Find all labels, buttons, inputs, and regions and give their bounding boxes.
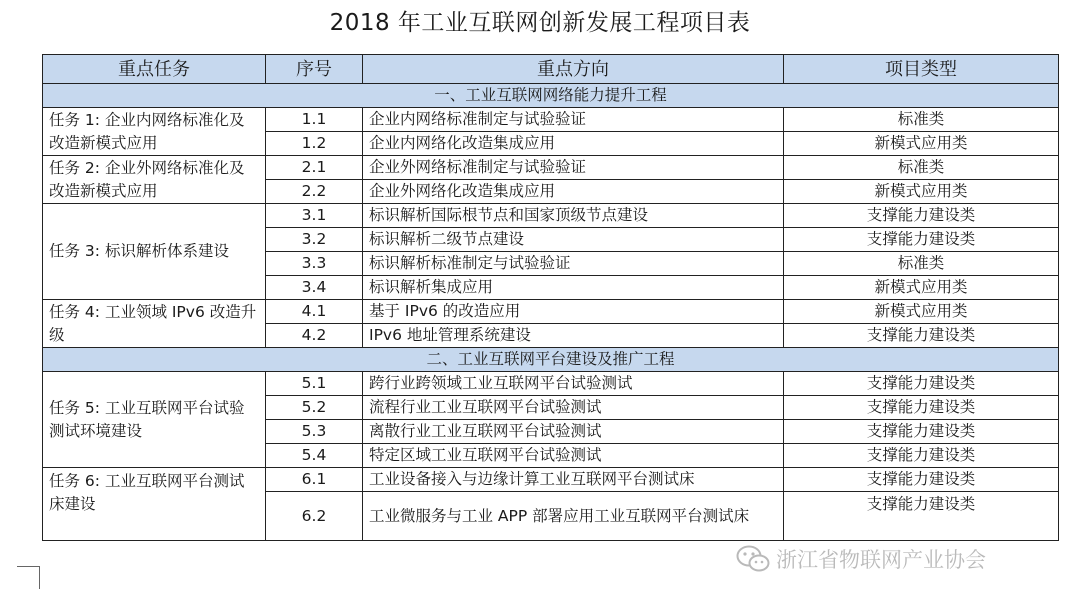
direction-cell: 工业设备接入与边缘计算工业互联网平台测试床	[363, 468, 784, 492]
direction-cell: 企业外网络标准制定与试验验证	[363, 156, 784, 180]
task-cell: 任务 4: 工业领域 IPv6 改造升级	[43, 300, 266, 348]
table-row	[43, 204, 1059, 228]
type-cell: 新模式应用类	[784, 300, 1059, 324]
serial-cell: 3.1	[266, 204, 363, 228]
type-cell: 支撑能力建设类	[784, 492, 1059, 541]
table-row	[43, 372, 1059, 396]
header-key-task: 重点任务	[43, 55, 266, 84]
type-cell: 新模式应用类	[784, 180, 1059, 204]
direction-cell: 企业内网络化改造集成应用	[363, 132, 784, 156]
header-project-type: 项目类型	[784, 55, 1059, 84]
type-cell: 标准类	[784, 156, 1059, 180]
direction-cell: 企业外网络化改造集成应用	[363, 180, 784, 204]
serial-cell: 5.1	[266, 372, 363, 396]
serial-cell: 2.2	[266, 180, 363, 204]
type-cell: 支撑能力建设类	[784, 372, 1059, 396]
direction-cell: 标识解析标准制定与试验验证	[363, 252, 784, 276]
direction-cell: 标识解析集成应用	[363, 276, 784, 300]
direction-cell: 标识解析二级节点建设	[363, 228, 784, 252]
type-cell: 支撑能力建设类	[784, 396, 1059, 420]
direction-cell: 企业内网络标准制定与试验验证	[363, 108, 784, 132]
serial-cell: 4.2	[266, 324, 363, 348]
direction-cell: 标识解析国际根节点和国家顶级节点建设	[363, 204, 784, 228]
serial-cell: 5.4	[266, 444, 363, 468]
task-cell: 任务 5: 工业互联网平台试验测试环境建设	[43, 372, 266, 468]
serial-cell: 3.4	[266, 276, 363, 300]
wechat-icon	[736, 545, 770, 573]
header-serial: 序号	[266, 55, 363, 84]
watermark-text: 浙江省物联网产业协会	[776, 548, 986, 572]
serial-cell: 3.3	[266, 252, 363, 276]
direction-cell: IPv6 地址管理系统建设	[363, 324, 784, 348]
section-row	[43, 84, 1059, 108]
serial-cell: 3.2	[266, 228, 363, 252]
serial-cell: 2.1	[266, 156, 363, 180]
section-row	[43, 348, 1059, 372]
header-direction: 重点方向	[363, 55, 784, 84]
table-row	[43, 300, 1059, 324]
type-cell: 支撑能力建设类	[784, 420, 1059, 444]
type-cell: 支撑能力建设类	[784, 228, 1059, 252]
direction-cell: 工业微服务与工业 APP 部署应用工业互联网平台测试床	[363, 492, 784, 541]
direction-cell: 跨行业跨领域工业互联网平台试验测试	[363, 372, 784, 396]
table-row	[43, 108, 1059, 132]
type-cell: 新模式应用类	[784, 132, 1059, 156]
crop-mark	[17, 566, 40, 589]
type-cell: 标准类	[784, 252, 1059, 276]
type-cell: 新模式应用类	[784, 276, 1059, 300]
serial-cell: 5.2	[266, 396, 363, 420]
table-row	[43, 468, 1059, 492]
type-cell: 支撑能力建设类	[784, 468, 1059, 492]
direction-cell: 离散行业工业互联网平台试验测试	[363, 420, 784, 444]
task-cell: 任务 6: 工业互联网平台测试床建设	[43, 468, 266, 541]
type-cell: 标准类	[784, 108, 1059, 132]
task-cell: 任务 1: 企业内网络标准化及改造新模式应用	[43, 108, 266, 156]
type-cell: 支撑能力建设类	[784, 324, 1059, 348]
serial-cell: 1.1	[266, 108, 363, 132]
task-cell: 任务 2: 企业外网络标准化及改造新模式应用	[43, 156, 266, 204]
serial-cell: 6.2	[266, 492, 363, 541]
direction-cell: 流程行业工业互联网平台试验测试	[363, 396, 784, 420]
section-label: 二、工业互联网平台建设及推广工程	[43, 348, 1059, 372]
serial-cell: 6.1	[266, 468, 363, 492]
task-cell: 任务 3: 标识解析体系建设	[43, 204, 266, 300]
type-cell: 支撑能力建设类	[784, 444, 1059, 468]
serial-cell: 1.2	[266, 132, 363, 156]
table-row	[43, 156, 1059, 180]
watermark	[736, 544, 986, 574]
table-header-row	[43, 55, 1059, 84]
type-cell: 支撑能力建设类	[784, 204, 1059, 228]
project-table	[42, 54, 1059, 541]
direction-cell: 特定区域工业互联网平台试验测试	[363, 444, 784, 468]
direction-cell: 基于 IPv6 的改造应用	[363, 300, 784, 324]
serial-cell: 4.1	[266, 300, 363, 324]
serial-cell: 5.3	[266, 420, 363, 444]
page-title: 2018 年工业互联网创新发展工程项目表	[329, 10, 751, 36]
section-label: 一、工业互联网网络能力提升工程	[43, 84, 1059, 108]
